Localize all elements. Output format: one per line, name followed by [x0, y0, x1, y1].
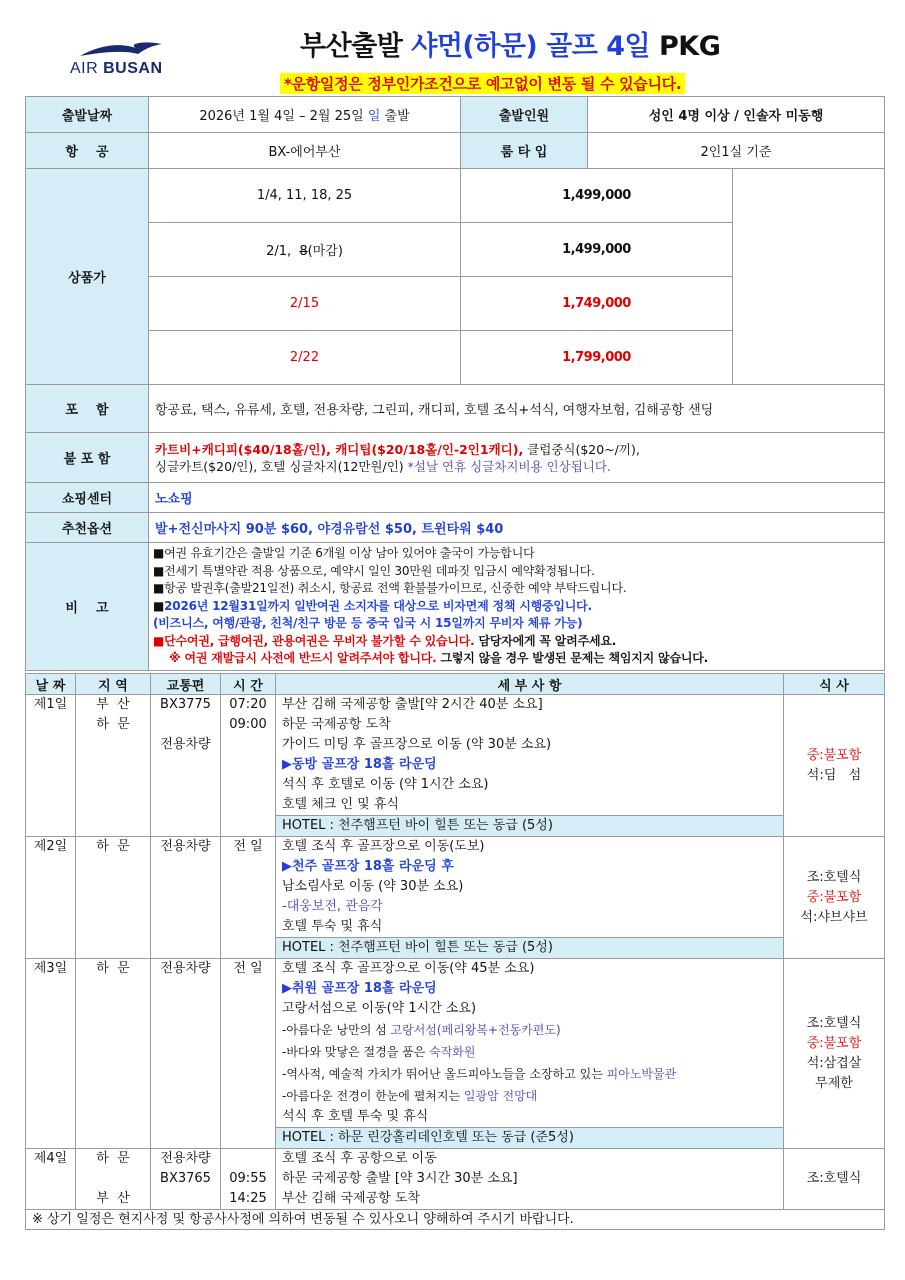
option-value: 발+전신마사지 90분 $60, 야경유람선 $50, 트윈타워 $40 [149, 513, 885, 543]
info-table [25, 96, 885, 671]
exclude-value: 카트비+캐디피($40/18홀/인), 캐디팁($20/18홀/인-2인1캐디), 클럽중식($20~/끼), 싱글카트($20/인), 호텔 싱글차지(12만원/인) *설날 연휴 싱글차지비용 인상됩니다. [149, 433, 885, 483]
time-cell: 전 일 [221, 837, 276, 959]
departure-label: 출발날짜 [26, 97, 149, 133]
day-cell: 제3일 [26, 959, 76, 1149]
exclude-label: 불 포 함 [26, 433, 149, 483]
people-value: 성인 4명 이상 / 인솔자 미동행 [588, 97, 885, 133]
air-busan-logo [70, 40, 170, 82]
note-line: ■2026년 12월31일까지 일반여권 소지자를 대상으로 비자면제 정책 시행중입니다. [153, 598, 592, 613]
day-cell: 제1일 [26, 695, 76, 837]
header-time: 시 간 [221, 674, 276, 695]
price-date: 2/22 [149, 331, 461, 385]
room-value: 2인1실 기준 [588, 133, 885, 169]
option-label: 추천옵션 [26, 513, 149, 543]
price-date: 2/15 [149, 277, 461, 331]
logo-text: AIR BUSAN [70, 60, 163, 77]
schedule-header-row [26, 674, 885, 695]
time-cell: 07:20 09:00 [221, 695, 276, 837]
price-empty-cell [733, 169, 885, 385]
price-value: 1,499,000 [461, 223, 733, 277]
schedule-warning: *운항일정은 정부인가조건으로 예고없이 변동 될 수 있습니다. [280, 73, 685, 94]
time-cell: 09:55 14:25 [221, 1149, 276, 1210]
day-cell: 제2일 [26, 837, 76, 959]
meal-cell: 조:호텔식 중:불포함 석:샤브샤브 [784, 837, 885, 959]
transport-cell: BX3775 전용차량 [151, 695, 221, 837]
notes-value [149, 543, 885, 671]
header-day: 날 짜 [26, 674, 76, 695]
note-line: ■전세기 특별약관 적용 상품으로, 예약시 일인 30만원 데파짓 입금시 예약확정됩니다. [153, 563, 595, 578]
day-row [26, 695, 885, 837]
region-cell: 부 산 하 문 [76, 695, 151, 837]
notes-label: 비 고 [26, 543, 149, 671]
day-row [26, 1149, 885, 1210]
schedule-table [25, 673, 885, 1230]
transport-cell: 전용차량 [151, 837, 221, 959]
hotel-info: HOTEL : 하문 린강홀리데인호텔 또는 동급 (준5성) [276, 1127, 783, 1148]
price-value: 1,499,000 [461, 169, 733, 223]
detail-cell: 부산 김해 국제공항 출발[약 2시간 40분 소요] 하문 국제공항 도착 가이드 미팅 후 골프장으로 이동 (약 30분 소요) ▶동방 골프장 18홀 라운딩 석식 후 호텔로 이동 (약 1시간 소요) 호텔 체크 인 및 휴식 HOTEL : 천주햄프턴 바이 힐튼 또는 동급 (5성) [276, 695, 784, 837]
airline-value: BX-에어부산 [149, 133, 461, 169]
transport-cell: 전용차량 BX3765 [151, 1149, 221, 1210]
people-label: 출발인원 [461, 97, 588, 133]
meal-cell: 조:호텔식 중:불포함 석:삼겹살 무제한 [784, 959, 885, 1149]
departure-value: 2026년 1월 4일 – 2월 25일 일 출발 [149, 97, 461, 133]
hotel-info: HOTEL : 천주햄프턴 바이 힐튼 또는 동급 (5성) [276, 815, 783, 836]
include-label: 포 함 [26, 385, 149, 433]
header-meal: 식 사 [784, 674, 885, 695]
shopping-label: 쇼핑센터 [26, 483, 149, 513]
hotel-info: HOTEL : 천주햄프턴 바이 힐튼 또는 동급 (5성) [276, 937, 783, 958]
header-transport: 교통편 [151, 674, 221, 695]
region-cell: 하 문 [76, 959, 151, 1149]
day-cell: 제4일 [26, 1149, 76, 1210]
footer-row [26, 1210, 885, 1230]
detail-cell: 호텔 조식 후 공항으로 이동 하문 국제공항 출발 [약 3시간 30분 소요] 부산 김해 국제공항 도착 [276, 1149, 784, 1210]
include-value: 항공료, 택스, 유류세, 호텔, 전용차량, 그린피, 캐디피, 호텔 조식+석식, 여행자보험, 김해공항 샌딩 [149, 385, 885, 433]
header-detail: 세 부 사 항 [276, 674, 784, 695]
price-date: 1/4, 11, 18, 25 [149, 169, 461, 223]
price-value: 1,749,000 [461, 277, 733, 331]
header [0, 0, 905, 96]
note-line: ■단수여권, 급행여권, 관용여권은 무비자 불가할 수 있습니다. 담당자에게 꼭 알려주세요. [153, 633, 617, 648]
header-region: 지 역 [76, 674, 151, 695]
time-cell: 전 일 [221, 959, 276, 1149]
transport-cell: 전용차량 [151, 959, 221, 1149]
note-line: ■항공 발권후(출발21일전) 취소시, 항공료 전액 환불불가이므로, 신중한 예약 부탁드립니다. [153, 581, 627, 596]
price-label: 상품가 [26, 169, 149, 385]
airline-label: 항 공 [26, 133, 149, 169]
day-row [26, 837, 885, 959]
room-label: 룸 타 입 [461, 133, 588, 169]
note-line: ※ 여권 재발급시 사전에 반드시 알려주셔야 합니다. 그렇지 않을 경우 발생된 문제는 책임지지 않습니다. [169, 651, 708, 666]
bird-logo-icon [78, 40, 164, 60]
page-title: 부산출발 샤먼(하문) 골프 4일 PKG [300, 31, 721, 62]
region-cell: 하 문 부 산 [76, 1149, 151, 1210]
meal-cell: 중:불포함 석:딤 섬 [784, 695, 885, 837]
footer-note: ※ 상기 일정은 현지사정 및 항공사사정에 의하여 변동될 수 있사오니 양해하여 주시기 바랍니다. [26, 1210, 885, 1230]
day-row [26, 959, 885, 1149]
price-date: 2/1, 8(마감) [149, 223, 461, 277]
note-line: ■여권 유효기간은 출발일 기준 6개월 이상 남아 있어야 출국이 가능합니다 [153, 546, 535, 561]
meal-cell: 조:호텔식 [784, 1149, 885, 1210]
region-cell: 하 문 [76, 837, 151, 959]
note-line: (비즈니스, 여행/관광, 친척/친구 방문 등 중국 입국 시 15일까지 무비자 체류 가능) [153, 616, 583, 631]
shopping-value: 노쇼핑 [149, 483, 885, 513]
detail-cell: 호텔 조식 후 골프장으로 이동(도보) ▶천주 골프장 18홀 라운딩 후 남소림사로 이동 (약 30분 소요) -대웅보전, 관음각 호텔 투숙 및 휴식 HOTEL : 천주햄프턴 바이 힐튼 또는 동급 (5성) [276, 837, 784, 959]
detail-cell: 호텔 조식 후 골프장으로 이동(약 45분 소요) ▶취원 골프장 18홀 라운딩 고랑서섬으로 이동(약 1시간 소요) -아름다운 낭만의 섬 고랑서섬(페리왕복+전동카편도) -바다와 맞닿은 절경을 품은 숙작화원 -역사적, 예술적 가치가 뛰어난 올드피아노들을 소장하고 있는 피아노박물관 -아름다운 전경이 한눈에 펼쳐지는 일광암 전망대 석식 후 호텔 투숙 및 휴식 HOTEL : 하문 린강홀리데인호텔 또는 동급 (준5성) [276, 959, 784, 1149]
price-value: 1,799,000 [461, 331, 733, 385]
